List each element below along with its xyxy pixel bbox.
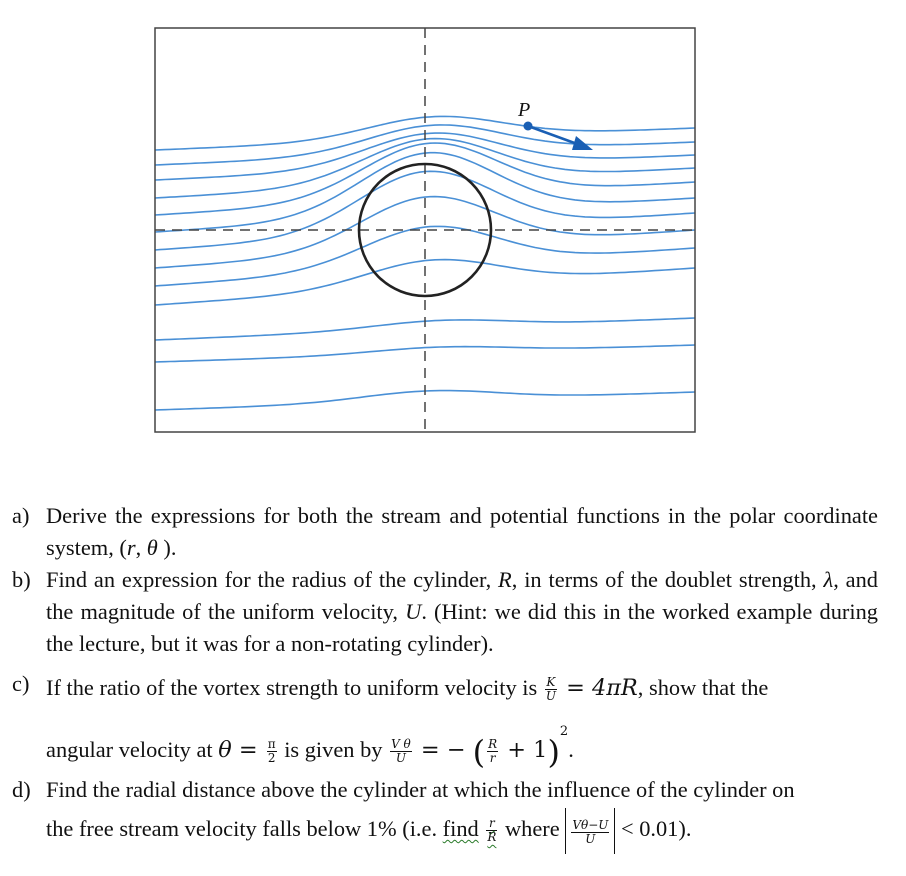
question-a: a) Derive the expressions for both the stream and potential functions in the polar coordinate system, (r, θ ). — [12, 503, 878, 560]
streamlines — [155, 116, 695, 410]
point-p-label: P — [518, 99, 531, 121]
r-ratio-fraction: $\frac{R}{r}$ — [488, 737, 498, 766]
question-b: b) Find an expression for the radius of the cylinder, R, in terms of the doublet strength, λ, and the magnitude of the uniform velocity, U. (Hint: we did this in the worked example during the lecture, but it was for a non-rotating cylinder). — [12, 567, 878, 656]
question-list — [12, 500, 878, 854]
r-over-R-fraction: $\frac{r}{R}$ — [487, 816, 497, 845]
question-d: d) Find the radial distance above the cylinder at which the influence of the cylinder on the free stream velocity falls below 1% (i.e. find $\frac{r}{R}$ where $\frac{V\theta-U}{U}$ < 0.01). — [12, 774, 878, 854]
question-c: c) If the ratio of the vortex strength to uniform velocity is $\frac{K}{U}$ = 4πR, show that the angular velocity at θ = $\frac{\pi}{2}$ is given by $\frac{\text{V θ}}{U}$ = − ( $\frac{R}{r}$ + 1)$^2$. — [12, 671, 769, 771]
k-over-u-fraction: $\frac{K}{U}$ — [545, 675, 556, 704]
absolute-value-expression: $\frac{V\theta-U}{U}$ — [565, 808, 615, 854]
velocity-vector-at-p — [524, 122, 594, 151]
pi-over-2-fraction: $\frac{\pi}{2}$ — [267, 737, 276, 766]
v-theta-over-u-fraction: $\frac{\text{V θ}}{U}$ — [391, 737, 411, 766]
point-p-marker — [524, 122, 533, 131]
